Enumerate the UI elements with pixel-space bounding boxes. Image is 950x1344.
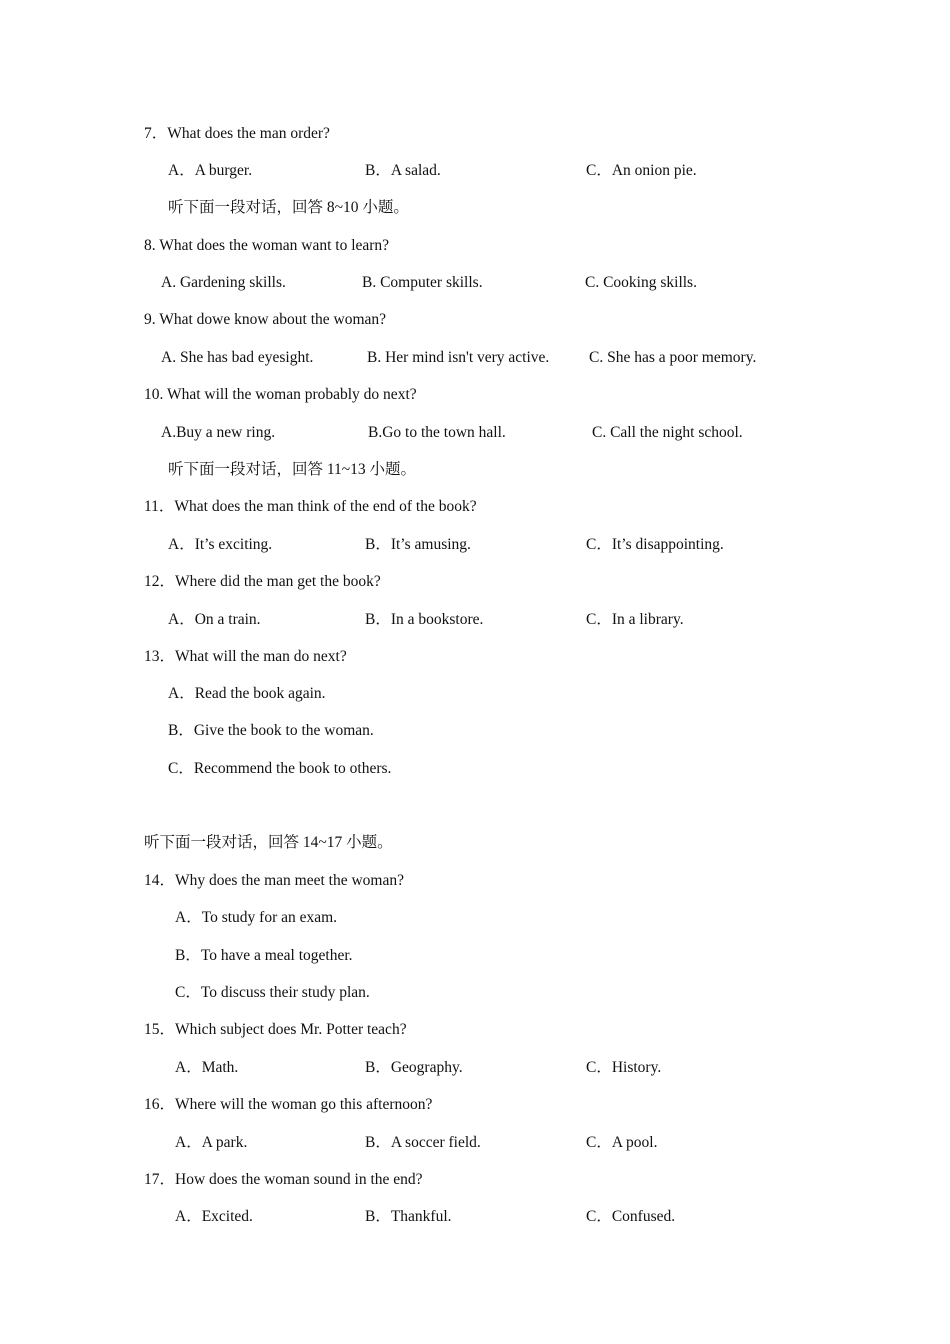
question-8-option-a: A. Gardening skills.	[161, 274, 286, 291]
question-15-option-b: B．Geography.	[365, 1059, 463, 1076]
question-17-option-b: B．Thankful.	[365, 1208, 452, 1225]
question-13-option-a: A．Read the book again.	[168, 685, 326, 702]
question-15-option-c: C．History.	[586, 1059, 662, 1076]
section-direction-11-13: 听下面一段对话，回答 11~13 小题。	[168, 461, 417, 478]
question-9-option-c: C. She has a poor memory.	[589, 349, 757, 366]
question-10-option-a: A.Buy a new ring.	[161, 424, 276, 441]
question-12-option-a: A．On a train.	[168, 611, 261, 628]
question-9-option-b: B. Her mind isn't very active.	[367, 349, 550, 366]
question-8-option-c: C. Cooking skills.	[585, 274, 697, 291]
question-17: 17．How does the woman sound in the end?	[144, 1171, 423, 1188]
question-11-option-b: B．It’s amusing.	[365, 536, 471, 553]
question-14-option-a: A．To study for an exam.	[175, 909, 338, 926]
question-8-option-b: B. Computer skills.	[362, 274, 483, 291]
question-12-option-b: B．In a bookstore.	[365, 611, 484, 628]
question-12-option-c: C．In a library.	[586, 611, 684, 628]
question-15: 15．Which subject does Mr. Potter teach?	[144, 1021, 407, 1038]
question-17-option-c: C．Confused.	[586, 1208, 676, 1225]
question-15-option-a: A．Math.	[175, 1059, 239, 1076]
question-16-option-b: B．A soccer field.	[365, 1134, 481, 1151]
question-14-option-c: C．To discuss their study plan.	[175, 984, 370, 1001]
question-11: 11．What does the man think of the end of the book?	[144, 498, 477, 515]
section-direction-8-10: 听下面一段对话，回答 8~10 小题。	[168, 199, 409, 216]
question-9-option-a: A. She has bad eyesight.	[161, 349, 314, 366]
question-7: 7．What does the man order?	[144, 125, 330, 142]
question-11-option-c: C．It’s disappointing.	[586, 536, 724, 553]
question-16: 16．Where will the woman go this afternoon?	[144, 1096, 433, 1113]
question-7-option-a: A．A burger.	[168, 162, 253, 179]
question-13-option-c: C．Recommend the book to others.	[168, 760, 392, 777]
question-16-option-a: A．A park.	[175, 1134, 248, 1151]
question-13-option-b: B．Give the book to the woman.	[168, 722, 374, 739]
question-11-option-a: A．It’s exciting.	[168, 536, 273, 553]
question-7-option-b: B．A salad.	[365, 162, 441, 179]
question-10-option-c: C. Call the night school.	[592, 424, 743, 441]
question-12: 12．Where did the man get the book?	[144, 573, 381, 590]
question-13: 13．What will the man do next?	[144, 648, 347, 665]
question-16-option-c: C．A pool.	[586, 1134, 658, 1151]
question-14-option-b: B．To have a meal together.	[175, 947, 353, 964]
question-10: 10. What will the woman probably do next?	[144, 386, 417, 403]
question-7-option-c: C．An onion pie.	[586, 162, 697, 179]
question-8: 8. What does the woman want to learn?	[144, 237, 390, 254]
question-14: 14．Why does the man meet the woman?	[144, 872, 404, 889]
question-10-option-b: B.Go to the town hall.	[368, 424, 506, 441]
section-direction-14-17: 听下面一段对话，回答 14~17 小题。	[144, 834, 393, 851]
question-9: 9. What dowe know about the woman?	[144, 311, 387, 328]
question-17-option-a: A．Excited.	[175, 1208, 253, 1225]
